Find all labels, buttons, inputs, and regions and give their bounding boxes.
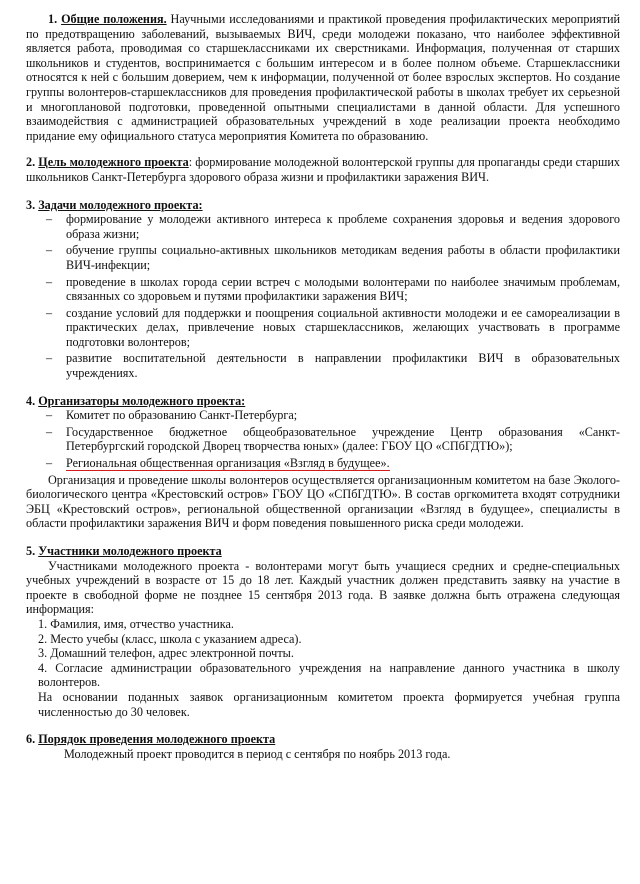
- section-participants: [26, 544, 620, 719]
- application-requirements-list: [26, 617, 620, 690]
- list-item: 1. Фамилия, имя, отчество участника.: [38, 616, 234, 631]
- section-participants-heading: [26, 544, 620, 559]
- tasks-list: [26, 212, 620, 381]
- section-participants-text: Участниками молодежного проекта - волонтерами могут быть учащиеся средних и средне-специальных учебных учреждений в возрасте от 15 до 18 лет. Каждый участник должен представить заявку на участие в проекте в свободной форме не позднее 15 сентября 2013 года. В заявке должна быть отражена следующая информация:: [26, 558, 620, 617]
- section-participants-number: 5.: [26, 544, 36, 558]
- section-general-title: Общие положения.: [61, 12, 167, 26]
- list-item: – Комитет по образованию Санкт-Петербурга;: [42, 408, 620, 423]
- list-item: – развитие воспитательной деятельности в направлении профилактики ВИЧ в образовательных учреждениях.: [42, 351, 620, 380]
- section-procedure: [26, 732, 620, 761]
- section-procedure-heading: [26, 732, 620, 747]
- section-goal-title: Цель молодежного проекта: [38, 155, 189, 170]
- section-participants-title: Участники молодежного проекта: [38, 544, 222, 558]
- section-goal-text: : формирование молодежной волонтерской группы для пропаганды среди старших школьников Санкт-Петербурга здорового образа жизни и профилактики заражения ВИЧ.: [26, 155, 621, 184]
- section-general-paragraph: [26, 12, 620, 143]
- section-tasks-heading: [26, 198, 620, 213]
- section-organizers-title: Организаторы молодежного проекта:: [38, 393, 246, 408]
- list-item: 2. Место учебы (класс, школа с указанием адреса).: [38, 631, 302, 646]
- section-organizers: [26, 394, 620, 531]
- section-procedure-title: Порядок проведения молодежного проекта: [38, 732, 276, 747]
- list-item: 4. Согласие администрации образовательного учреждения на направление данного участника в школу волонтеров.: [38, 660, 620, 690]
- organizers-list: [26, 408, 620, 470]
- list-item: – обучение группы социально-активных школьников методикам ведения работы в области профилактики ВИЧ-инфекции;: [42, 243, 620, 272]
- section-procedure-number: 6.: [26, 732, 36, 747]
- section-procedure-text: Молодежный проект проводится в период с сентября по ноябрь 2013 года.: [64, 746, 451, 761]
- section-general: [26, 12, 620, 143]
- section-general-number: 1.: [48, 12, 58, 26]
- section-tasks-title: Задачи молодежного проекта:: [38, 197, 203, 212]
- highlighted-organization: Региональная общественная организация «Взгляд в будущее».: [66, 456, 390, 471]
- list-item: 3. Домашний телефон, адрес электронной почты.: [38, 646, 294, 661]
- section-participants-closing: На основании поданных заявок организационным комитетом проекта формируется учебная группа численностью до 30 человек.: [38, 689, 620, 719]
- list-item: – создание условий для поддержки и поощрения социальной активности молодежи и ее самореализации в практических делах, привлечение новых старшеклассников, желающих участвовать в программе подготовки волонтеров;: [42, 306, 620, 350]
- section-goal: [26, 155, 620, 184]
- section-tasks: [26, 198, 620, 381]
- section-general-text: Научными исследованиями и практикой проведения профилактических мероприятий по предотвращению заболеваний, вызываемых ВИЧ, среди молодежи показано, что наиболее эффективной является работа, проводимая со старшеклассниками их сверстниками. Информация, полученная от старших школьников и студентов, воспринимается с большим интересом и в более полном объеме. Старшеклассники относятся к ней с большим доверием, чем к информации, полученной от более взрослых экспертов. Но создание группы волонтеров-старшеклассников для проведения профилактической работы в школах требует их серьезной и многоплановой подготовки, проведенной опытными специалистами в данной области. Для успешного взаимодействия с администрацией образовательных учреждений в ходе реализации проекта необходимо придание ему официального статуса мероприятия Комитета по образованию.: [26, 12, 621, 143]
- list-item: [42, 456, 620, 471]
- section-organizers-text: Организация и проведение школы волонтеров осуществляется организационным комитетом на базе Эколого-биологического центра «Крестовский остров» ГБОУ ЦО «СПбГДТЮ». В состав оргкомитета входят сотрудники ЭБЦ «Крестовский остров», региональной общественной организации «Взгляд в будущее», специалисты в области профилактики заражения ВИЧ и форм поведения повышенного риска среди молодежи.: [26, 472, 620, 531]
- section-tasks-number: 3.: [26, 197, 36, 212]
- list-item: – Государственное бюджетное общеобразовательное учреждение Центр образования «Санкт-Петербургский городской Дворец творчества юных» (далее: ГБОУ ЦО «СПбГДТЮ»);: [42, 425, 620, 454]
- list-item: – проведение в школах города серии встреч с молодыми волонтерами по наиболее значимым проблемам, связанных со здоровьем и путями профилактики заражения ВИЧ;: [42, 275, 620, 304]
- section-goal-paragraph: [26, 155, 620, 184]
- list-item: – формирование у молодежи активного интереса к проблеме сохранения здоровья и ведения здорового образа жизни;: [42, 212, 620, 241]
- section-goal-number: 2.: [26, 155, 36, 170]
- section-organizers-number: 4.: [26, 393, 36, 408]
- section-organizers-heading: [26, 394, 620, 409]
